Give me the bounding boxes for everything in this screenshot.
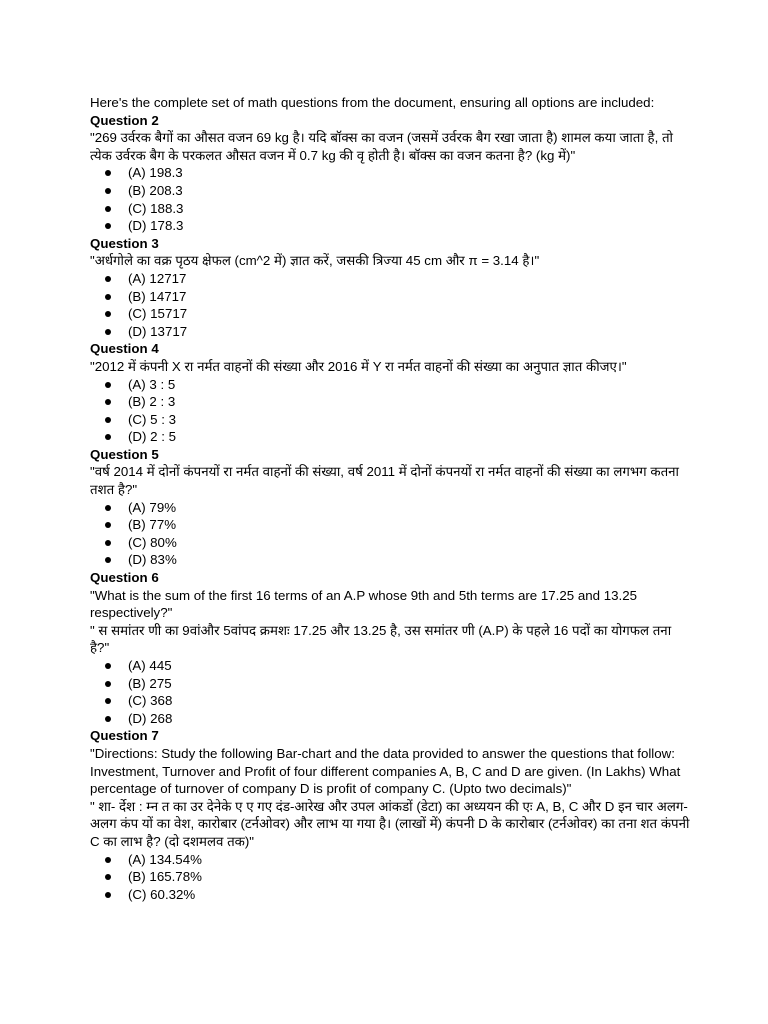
option-label: (D) 178.3: [128, 218, 184, 234]
question-block: [90, 727, 690, 903]
option-label: (B) 275: [128, 675, 172, 691]
bullet-icon: [105, 311, 111, 317]
option-list: [90, 851, 690, 904]
bullet-icon: [105, 892, 111, 898]
option-list: [90, 657, 690, 727]
option-label: (C) 5 : 3: [128, 411, 177, 427]
intro-text: Here's the complete set of math questions from the document, ensuring all options are included:: [90, 95, 655, 110]
option-list: [90, 499, 690, 569]
option-label: (D) 13717: [128, 323, 188, 339]
option-item: [90, 499, 690, 517]
question-heading: Question 2: [90, 112, 159, 128]
option-item: [90, 868, 690, 886]
option-item: [90, 411, 690, 429]
question-text: "Directions: Study the following Bar-chart and the data provided to answer the questions that follow: Investment, Turnover and Profit of four different companies A, B, C and D are given. (In Lakhs) What percentage of turnover of company D is profit of company C. (Upto two decimals)": [90, 745, 681, 797]
question-text: " शा- र्देश : म्न त का उर देनेके ए ए गए दंड-आरेख और उपल आंकडों (डेटा) का अध्ययन की एः A, B, C और D इन चार अलग-अलग कंप यों का वेश, कारोबार (टर्नओवर) और लाभ या गया है। (लाखों में) कंपनी D के कारोबार (टर्नओवर) का तना शत कंपनी C का लाभ है? (दो दशमलव तक)": [90, 798, 690, 849]
option-label: (D) 268: [128, 710, 173, 726]
bullet-icon: [105, 206, 111, 212]
option-item: [90, 217, 690, 235]
option-label: (C) 368: [128, 693, 173, 709]
question-heading: Question 4: [90, 341, 159, 357]
option-label: (B) 14717: [128, 288, 187, 304]
bullet-icon: [105, 522, 111, 528]
option-list: [90, 164, 690, 234]
bullet-icon: [105, 294, 111, 300]
bullet-icon: [105, 857, 111, 863]
option-label: (D) 83%: [128, 552, 177, 568]
bullet-icon: [105, 276, 111, 282]
option-item: [90, 164, 690, 182]
question-block: [90, 446, 690, 569]
bullet-icon: [105, 434, 111, 440]
bullet-icon: [105, 663, 111, 669]
question-text: "अर्धगोले का वक्र पृठय क्षेफल (cm^2 में) ज्ञात करें, जसकी त्रिज्या 45 cm और π = 3.14 है।": [90, 253, 540, 269]
bullet-icon: [105, 399, 111, 405]
bullet-icon: [105, 329, 111, 335]
option-label: (C) 80%: [128, 534, 177, 550]
option-label: (B) 2 : 3: [128, 394, 176, 410]
question-text: "What is the sum of the first 16 terms of an A.P whose 9th and 5th terms are 17.25 and 13.25 respectively?": [90, 587, 637, 621]
option-item: [90, 657, 690, 675]
option-item: [90, 200, 690, 218]
option-item: [90, 534, 690, 552]
option-item: [90, 692, 690, 710]
bullet-icon: [105, 716, 111, 722]
option-item: [90, 305, 690, 323]
option-item: [90, 393, 690, 411]
option-label: (A) 12717: [128, 270, 187, 286]
bullet-icon: [105, 557, 111, 563]
option-item: [90, 182, 690, 200]
option-item: [90, 710, 690, 728]
bullet-icon: [105, 188, 111, 194]
question-heading: Question 7: [90, 728, 159, 744]
option-item: [90, 376, 690, 394]
bullet-icon: [105, 382, 111, 388]
question-block: [90, 235, 690, 341]
document-page: [90, 94, 690, 903]
option-item: [90, 323, 690, 341]
option-item: [90, 551, 690, 569]
option-label: (A) 79%: [128, 499, 177, 515]
option-item: [90, 675, 690, 693]
question-block: [90, 569, 690, 727]
option-label: (C) 60.32%: [128, 886, 196, 902]
option-list: [90, 270, 690, 340]
option-item: [90, 851, 690, 869]
bullet-icon: [105, 170, 111, 176]
bullet-icon: [105, 505, 111, 511]
bullet-icon: [105, 540, 111, 546]
option-label: (B) 208.3: [128, 182, 183, 198]
bullet-icon: [105, 698, 111, 704]
option-list: [90, 376, 690, 446]
bullet-icon: [105, 417, 111, 423]
question-text: "269 उर्वरक बैगों का औसत वजन 69 kg है। यदि बॉक्स का वजन (जसमें उर्वरक बैग रखा जाता है) शामल कया जाता है, तो त्येक उर्वरक बैग के परकलत औसत वजन में 0.7 kg की वृ होती है। बॉक्स का वजन कतना है? (kg में)": [90, 130, 673, 163]
question-text: "2012 में कंपनी X रा नर्मत वाहनों की संख्या और 2016 में Y रा नर्मत वाहनों की संख्या का अनुपात ज्ञात कीजए।": [90, 358, 627, 374]
option-label: (C) 15717: [128, 306, 188, 322]
option-label: (C) 188.3: [128, 200, 184, 216]
option-label: (B) 77%: [128, 517, 177, 533]
option-label: (A) 134.54%: [128, 851, 202, 867]
option-label: (A) 3 : 5: [128, 376, 176, 392]
question-heading: Question 6: [90, 570, 159, 586]
option-label: (B) 165.78%: [128, 869, 202, 885]
question-block: [90, 340, 690, 446]
option-item: [90, 886, 690, 904]
question-heading: Question 5: [90, 446, 159, 462]
question-block: [90, 112, 690, 235]
bullet-icon: [105, 223, 111, 229]
option-label: (D) 2 : 5: [128, 429, 177, 445]
bullet-icon: [105, 681, 111, 687]
question-text: " स समांतर णी का 9वांऔर 5वांपद क्रमशः 17.25 और 13.25 है, उस समांतर णी (A.P) के पहले 16 पदों का योगफल तना है?": [90, 622, 672, 656]
option-label: (A) 198.3: [128, 165, 183, 181]
option-item: [90, 288, 690, 306]
question-list: [90, 112, 690, 904]
option-label: (A) 445: [128, 658, 172, 673]
option-item: [90, 516, 690, 534]
option-item: [90, 428, 690, 446]
question-heading: Question 3: [90, 235, 159, 251]
bullet-icon: [105, 874, 111, 880]
question-text: "वर्ष 2014 में दोनों कंपनयों रा नर्मत वाहनों की संख्या, वर्ष 2011 में दोनों कंपनयों रा नर्मत वाहनों की संख्या का लगभग कतना तशत है?": [90, 464, 679, 498]
option-item: [90, 270, 690, 288]
